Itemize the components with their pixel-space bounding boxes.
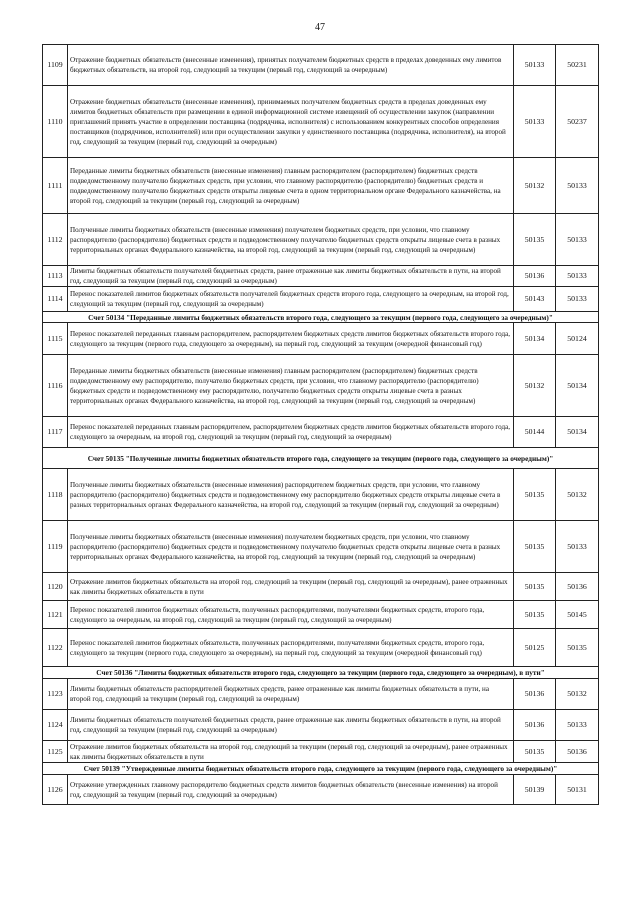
table-row bbox=[43, 214, 599, 266]
table-row bbox=[43, 266, 599, 287]
table-row bbox=[43, 710, 599, 741]
entry-number: 1117 bbox=[43, 417, 68, 448]
account-section-header bbox=[43, 763, 599, 775]
entry-number: 1122 bbox=[43, 629, 68, 667]
credit-account: 50134 bbox=[556, 355, 599, 417]
table-row bbox=[43, 323, 599, 355]
entry-description: Отражение лимитов бюджетных обязательств на второй год, следующий за текущим (первый год, следующий за очередным), ранее отраженных как лимиты бюджетных обязательств в пути bbox=[68, 573, 514, 601]
accounting-entries-table bbox=[42, 44, 599, 805]
entry-number: 1124 bbox=[43, 710, 68, 741]
entry-number: 1112 bbox=[43, 214, 68, 266]
table-row bbox=[43, 469, 599, 521]
credit-account: 50145 bbox=[556, 601, 599, 629]
entry-number: 1111 bbox=[43, 158, 68, 214]
debit-account: 50132 bbox=[514, 355, 556, 417]
debit-account: 50132 bbox=[514, 158, 556, 214]
table-row bbox=[43, 629, 599, 667]
credit-account: 50133 bbox=[556, 214, 599, 266]
entry-number: 1116 bbox=[43, 355, 68, 417]
account-section-header bbox=[43, 448, 599, 469]
entry-number: 1126 bbox=[43, 775, 68, 805]
table-row bbox=[43, 355, 599, 417]
credit-account: 50136 bbox=[556, 741, 599, 763]
debit-account: 50143 bbox=[514, 287, 556, 312]
credit-account: 50131 bbox=[556, 775, 599, 805]
account-section-header bbox=[43, 667, 599, 679]
entry-number: 1121 bbox=[43, 601, 68, 629]
table-row bbox=[43, 679, 599, 710]
accounting-entries-body bbox=[43, 45, 599, 805]
credit-account: 50133 bbox=[556, 710, 599, 741]
table-row bbox=[43, 573, 599, 601]
credit-account: 50136 bbox=[556, 573, 599, 601]
entry-description: Отражение бюджетных обязательств (внесенные изменения), принятых получателем бюджетных средств в пределах доведенных ему лимитов бюджетных обязательств, на второй год, следующий за текущим (первый год, следующий за очередным) bbox=[68, 45, 514, 86]
credit-account: 50124 bbox=[556, 323, 599, 355]
entry-number: 1110 bbox=[43, 86, 68, 158]
entry-description: Перенос показателей лимитов бюджетных обязательств, полученных распорядителями, получателями бюджетных средств, второго года, следующего за текущим (первого года, следующего за очередным), на первый год, следующий за текущим (очередной финансовый год) bbox=[68, 629, 514, 667]
account-section-title: Счет 50139 "Утвержденные лимиты бюджетных обязательств второго года, следующего за текущим (первого года, следующего за очередным)" bbox=[43, 763, 599, 775]
entry-number: 1119 bbox=[43, 521, 68, 573]
debit-account: 50134 bbox=[514, 323, 556, 355]
entry-number: 1123 bbox=[43, 679, 68, 710]
entry-description: Полученные лимиты бюджетных обязательств (внесенные изменения) распорядителем бюджетных средств, при условии, что главному распорядителю (распорядителю) бюджетных средств и подведомственному ему распорядителю бюджетных средств открыты лицевые счета в разных территориальных органах Федерального казначейства, на второй год, следующий за текущим (первый год, следующий за очередным) bbox=[68, 469, 514, 521]
entry-description: Отражение утвержденных главному распорядителю бюджетных средств лимитов бюджетных обязательств (внесенные изменения) на второй год, следующий за текущим (первый год, следующий за очередным) bbox=[68, 775, 514, 805]
entry-number: 1109 bbox=[43, 45, 68, 86]
entry-description: Отражение бюджетных обязательств (внесенные изменения), принимаемых получателем бюджетных средств в пределах доведенных ему лимитов бюджетных обязательств при размещении в единой информационной системе извещений об осуществлении закупок (направлении приглашений принять участие в определении поставщика (подрядчика, исполнителя) с использованием конкурентных способов определения поставщиков (подрядчиков, исполнителей) или при осуществлении закупки у единственного поставщика (подрядчика, исполнителя), на второй год, следующий за текущим (первый год, следующий за очередным) bbox=[68, 86, 514, 158]
account-section-title: Счет 50134 "Переданные лимиты бюджетных обязательств второго года, следующего за текущим (первого года, следующего за очередным)" bbox=[43, 312, 599, 323]
table-row bbox=[43, 45, 599, 86]
table-row bbox=[43, 775, 599, 805]
entry-number: 1114 bbox=[43, 287, 68, 312]
entry-number: 1118 bbox=[43, 469, 68, 521]
table-row bbox=[43, 158, 599, 214]
credit-account: 50133 bbox=[556, 158, 599, 214]
debit-account: 50135 bbox=[514, 601, 556, 629]
table-row bbox=[43, 287, 599, 312]
credit-account: 50135 bbox=[556, 629, 599, 667]
credit-account: 50237 bbox=[556, 86, 599, 158]
debit-account: 50133 bbox=[514, 86, 556, 158]
table-row bbox=[43, 521, 599, 573]
debit-account: 50136 bbox=[514, 679, 556, 710]
credit-account: 50133 bbox=[556, 266, 599, 287]
account-section-title: Счет 50135 "Полученные лимиты бюджетных обязательств второго года, следующего за текущим (первого года, следующего за очередным)" bbox=[43, 448, 599, 469]
debit-account: 50144 bbox=[514, 417, 556, 448]
debit-account: 50135 bbox=[514, 741, 556, 763]
entry-description: Полученные лимиты бюджетных обязательств (внесенные изменения) получателем бюджетных средств, при условии, что главному распорядителю (распорядителю) бюджетных средств и подведомственному получателю бюджетных средств открыты лицевые счета в разных территориальных органах Федерального казначейства, на второй год, следующий за текущим (первый год, следующий за очередным) bbox=[68, 214, 514, 266]
debit-account: 50136 bbox=[514, 710, 556, 741]
entry-number: 1125 bbox=[43, 741, 68, 763]
debit-account: 50139 bbox=[514, 775, 556, 805]
entry-description: Перенос показателей лимитов бюджетных обязательств получателей бюджетных средств второго года, следующего за очередным, на второй год, следующий за текущим (первый год, следующий за очередным) bbox=[68, 287, 514, 312]
entry-description: Лимиты бюджетных обязательств распорядителей бюджетных средств, ранее отраженные как лимиты бюджетных обязательств в пути, на второй год, следующий за текущим (первый год, следующий за очередным) bbox=[68, 679, 514, 710]
table-row bbox=[43, 741, 599, 763]
debit-account: 50136 bbox=[514, 266, 556, 287]
credit-account: 50134 bbox=[556, 417, 599, 448]
credit-account: 50133 bbox=[556, 521, 599, 573]
entry-description: Полученные лимиты бюджетных обязательств (внесенные изменения) получателем бюджетных средств, при условии, что главному распорядителю (распорядителю) бюджетных средств и подведомственному получателю бюджетных средств открыты лицевые счета в разных территориальных органах Федерального казначейства, на второй год, следующий за текущим (первый год, следующий за очередным) bbox=[68, 521, 514, 573]
entry-description: Лимиты бюджетных обязательств получателей бюджетных средств, ранее отраженные как лимиты бюджетных обязательств в пути, на второй год, следующий за текущим (первый год, следующий за очередным) bbox=[68, 266, 514, 287]
table-row bbox=[43, 417, 599, 448]
debit-account: 50133 bbox=[514, 45, 556, 86]
entry-description: Переданные лимиты бюджетных обязательств (внесенные изменения) главным распорядителем (распорядителем) бюджетных средств подведомственному ему распорядителю, получателю бюджетных средств, при условии, что главному распорядителю (распорядителю) бюджетных средств и подведомственному ему распорядителю, получателю бюджетных средств открыты лицевые счета в разных территориальных органах Федерального казначейства, на второй год, следующий за текущим (первый год, следующий за очередным) bbox=[68, 355, 514, 417]
debit-account: 50135 bbox=[514, 214, 556, 266]
entry-number: 1115 bbox=[43, 323, 68, 355]
credit-account: 50132 bbox=[556, 679, 599, 710]
entry-description: Перенос показателей переданных главным распорядителем, распорядителем бюджетных средств лимитов бюджетных обязательств второго года, следующего за текущим (первого года, следующего за очередным), на первый год, следующий за текущим (очередной финансовый год) bbox=[68, 323, 514, 355]
debit-account: 50135 bbox=[514, 573, 556, 601]
debit-account: 50135 bbox=[514, 469, 556, 521]
entry-description: Перенос показателей переданных главным распорядителем, распорядителем бюджетных средств лимитов бюджетных обязательств второго года, следующего за очередным, на второй год, следующий за текущим (первый год, следующий за очередным) bbox=[68, 417, 514, 448]
entry-number: 1120 bbox=[43, 573, 68, 601]
entry-description: Лимиты бюджетных обязательств получателей бюджетных средств, ранее отраженные как лимиты бюджетных обязательств в пути, на второй год, следующий за текущим (первый год, следующий за очередным) bbox=[68, 710, 514, 741]
entry-description: Отражение лимитов бюджетных обязательств на второй год, следующий за текущим (первый год, следующий за очередным), ранее отраженных как лимиты бюджетных обязательств в пути bbox=[68, 741, 514, 763]
entry-number: 1113 bbox=[43, 266, 68, 287]
credit-account: 50132 bbox=[556, 469, 599, 521]
account-section-header bbox=[43, 312, 599, 323]
credit-account: 50231 bbox=[556, 45, 599, 86]
debit-account: 50125 bbox=[514, 629, 556, 667]
account-section-title: Счет 50136 "Лимиты бюджетных обязательств второго года, следующего за текущим (первого года, следующего за очередным), в пути" bbox=[43, 667, 599, 679]
table-row bbox=[43, 86, 599, 158]
page-number: 47 bbox=[315, 22, 325, 33]
credit-account: 50133 bbox=[556, 287, 599, 312]
table-row bbox=[43, 601, 599, 629]
entry-description: Перенос показателей лимитов бюджетных обязательств, полученных распорядителями, получателями бюджетных средств, второго года, следующего за очередным, на второй год, следующий за текущим (первый год, следующий за очередным) bbox=[68, 601, 514, 629]
entry-description: Переданные лимиты бюджетных обязательств (внесенные изменения) главным распорядителем (распорядителем) бюджетных средств подведомственному получателю бюджетных средств, при условии, что главному распорядителю (распорядителю) бюджетных средств и подведомственному получателю бюджетных средств открыты лицевые счета в одном территориальном органе Федерального казначейства, на второй год, следующий за текущим (первый год, следующий за очередным) bbox=[68, 158, 514, 214]
debit-account: 50135 bbox=[514, 521, 556, 573]
